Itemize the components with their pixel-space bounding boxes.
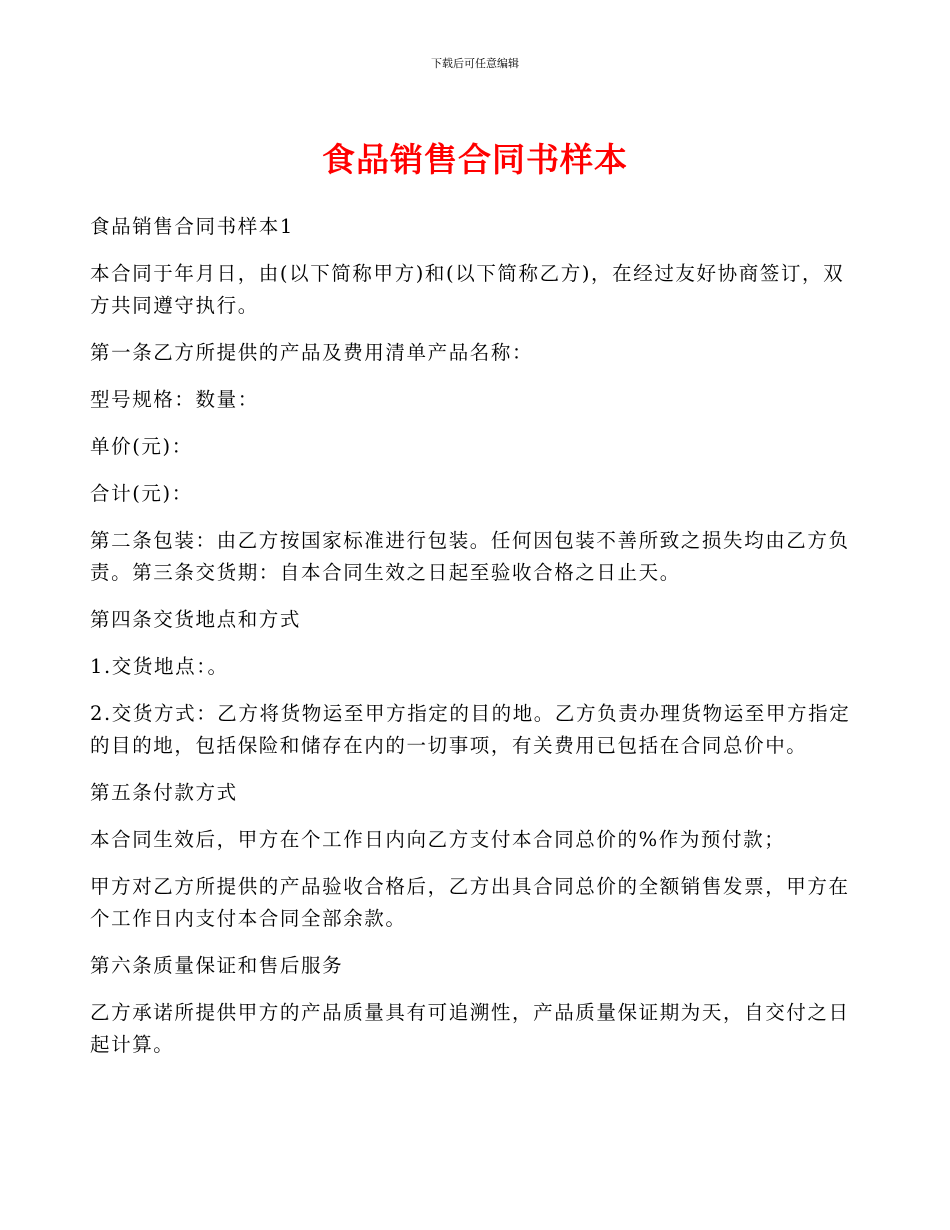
paragraph-preamble: 本合同于年月日，由(以下简称甲方)和(以下简称乙方)，在经过友好协商签订，双方共同遵守执行。	[90, 262, 845, 317]
header-note: 下载后可任意编辑	[431, 57, 519, 70]
paragraph-contract-heading: 食品销售合同书样本1	[90, 215, 294, 238]
paragraph-total: 合计(元)：	[90, 482, 193, 505]
paragraph-quality-warranty: 乙方承诺所提供甲方的产品质量具有可追溯性，产品质量保证期为天，自交付之日起计算。	[90, 1001, 850, 1056]
paragraph-article-6: 第六条质量保证和售后服务	[90, 954, 344, 977]
paragraph-prepayment: 本合同生效后，甲方在个工作日内向乙方支付本合同总价的%作为预付款；	[90, 828, 786, 851]
paragraph-model-quantity: 型号规格：数量：	[90, 388, 259, 411]
paragraph-unit-price: 单价(元)：	[90, 435, 193, 458]
paragraph-article-4: 第四条交货地点和方式	[90, 608, 302, 631]
paragraph-delivery-location: 1.交货地点：。	[90, 655, 229, 678]
paragraph-delivery-method: 2.交货方式：乙方将货物运至甲方指定的目的地。乙方负责办理货物运至甲方指定的目的地，包括保险和储存在内的一切事项，有关费用已包括在合同总价中。	[90, 702, 851, 757]
paragraph-final-payment: 甲方对乙方所提供的产品验收合格后，乙方出具合同总价的全额销售发票，甲方在个工作日内支付本合同全部余款。	[90, 875, 850, 930]
document-title: 食品销售合同书样本	[322, 140, 628, 179]
paragraph-article-2-3: 第二条包装：由乙方按国家标准进行包装。任何因包装不善所致之损失均由乙方负责。第三条交货期：自本合同生效之日起至验收合格之日止天。	[90, 529, 850, 584]
paragraph-article-1: 第一条乙方所提供的产品及费用清单产品名称：	[90, 341, 534, 364]
paragraph-article-5: 第五条付款方式	[90, 781, 238, 804]
document-body	[90, 211, 860, 1076]
